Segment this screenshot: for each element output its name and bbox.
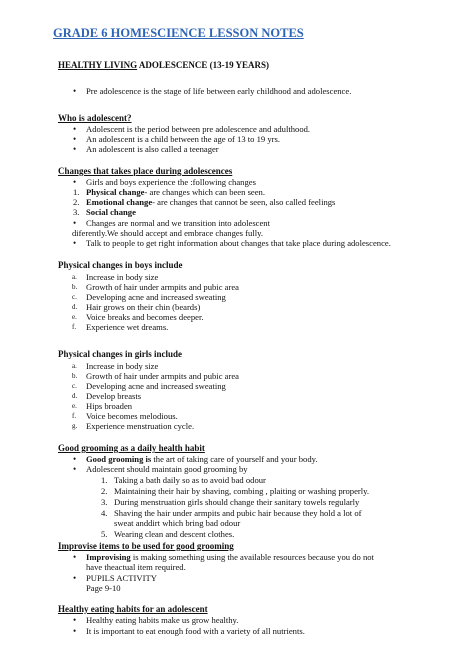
list-item: g. Experience menstruation cycle.: [72, 421, 195, 431]
list-item: e. Voice breaks and becomes deeper.: [72, 312, 204, 322]
list-item: e. Hips broaden: [72, 401, 133, 411]
list-item: 3. Social change: [73, 207, 136, 217]
list-item: diferently.We should accept and embrace changes fully.: [72, 228, 263, 238]
list-item: • An adolescent is also called a teenager: [86, 144, 219, 154]
list-item: • Good grooming is the art of taking care of yourself and your body.: [86, 454, 318, 464]
boys-heading: Physical changes in boys include: [58, 260, 183, 270]
list-item: a. Increase in body size: [72, 361, 159, 371]
intro-text: • Pre adolescence is the stage of life between early childhood and adolescence.: [86, 86, 351, 96]
document-title: GRADE 6 HOMESCIENCE LESSON NOTES: [53, 26, 304, 40]
list-item: c. Developing acne and increased sweating: [72, 292, 226, 302]
list-item: • Adolescent is the period between pre adolescence and adulthood.: [86, 124, 310, 134]
list-item: f. Voice becomes melodious.: [72, 411, 178, 421]
list-item: • Healthy eating habits make us grow healthy.: [86, 615, 238, 625]
eating-heading: Healthy eating habits for an adolescent: [58, 604, 208, 614]
who-heading: Who is adolescent?: [58, 113, 132, 123]
list-item: c. Developing acne and increased sweating: [72, 381, 226, 391]
list-item: f. Experience wet dreams.: [72, 322, 169, 332]
list-item: 2. Emotional change- are changes that cannot be seen, also called feelings: [73, 197, 336, 207]
list-item: • PUPILS ACTIVITY: [86, 573, 157, 583]
list-item: • Girls and boys experience the :following changes: [86, 177, 256, 187]
list-item: a. Increase in body size: [72, 272, 159, 282]
girls-heading: Physical changes in girls include: [58, 349, 183, 359]
list-item: 3. During menstruation girls should change their sanitary towels regularly: [101, 497, 360, 507]
list-item: d. Develop breasts: [72, 391, 142, 401]
topic-rest: ADOLESCENCE (13-19 YEARS): [137, 60, 270, 70]
list-item: • Talk to people to get right information about changes that take place during adolescence.: [86, 238, 391, 248]
grooming-heading: Good grooming as a daily health habit: [58, 443, 205, 453]
topic-heading: [58, 60, 269, 70]
list-item: 4. Shaving the hair under armpits and pubic hair because they hold a lot of: [101, 508, 362, 518]
list-item: • Changes are normal and we transition into adolescent: [86, 218, 270, 228]
list-item: • An adolescent is a child between the age of 13 to 19 yrs.: [86, 134, 280, 144]
page-reference: Page 9-10: [86, 583, 121, 593]
list-item: • Adolescent should maintain good grooming by: [86, 464, 248, 474]
list-item: 1. Taking a bath daily so as to avoid bad odour: [101, 475, 266, 485]
list-item-continuation: sweat anddirt which bring bad odour: [114, 518, 241, 528]
list-item: d. Hair grows on their chin (beards): [72, 302, 201, 312]
list-item: 2. Maintaining their hair by shaving, combing , plaiting or washing properly.: [101, 486, 370, 496]
improvise-heading: Improvise items to be used for good grooming: [58, 541, 234, 551]
list-item: b. Growth of hair under armpits and pubic area: [72, 371, 239, 381]
list-item: • It is important to eat enough food with a variety of all nutrients.: [86, 626, 305, 636]
list-item: • Improvising is making something using the available resources because you do not: [86, 552, 374, 562]
list-item: 1. Physical change- are changes which can been seen.: [73, 187, 265, 197]
list-item: 5. Wearing clean and descent clothes.: [101, 529, 235, 539]
topic-underlined: HEALTHY LIVING: [58, 60, 138, 70]
list-item: b. Growth of hair under armpits and pubic area: [72, 282, 239, 292]
changes-heading: Changes that takes place during adolescences: [58, 166, 233, 176]
list-item-continuation: have theactual item required.: [86, 562, 186, 572]
